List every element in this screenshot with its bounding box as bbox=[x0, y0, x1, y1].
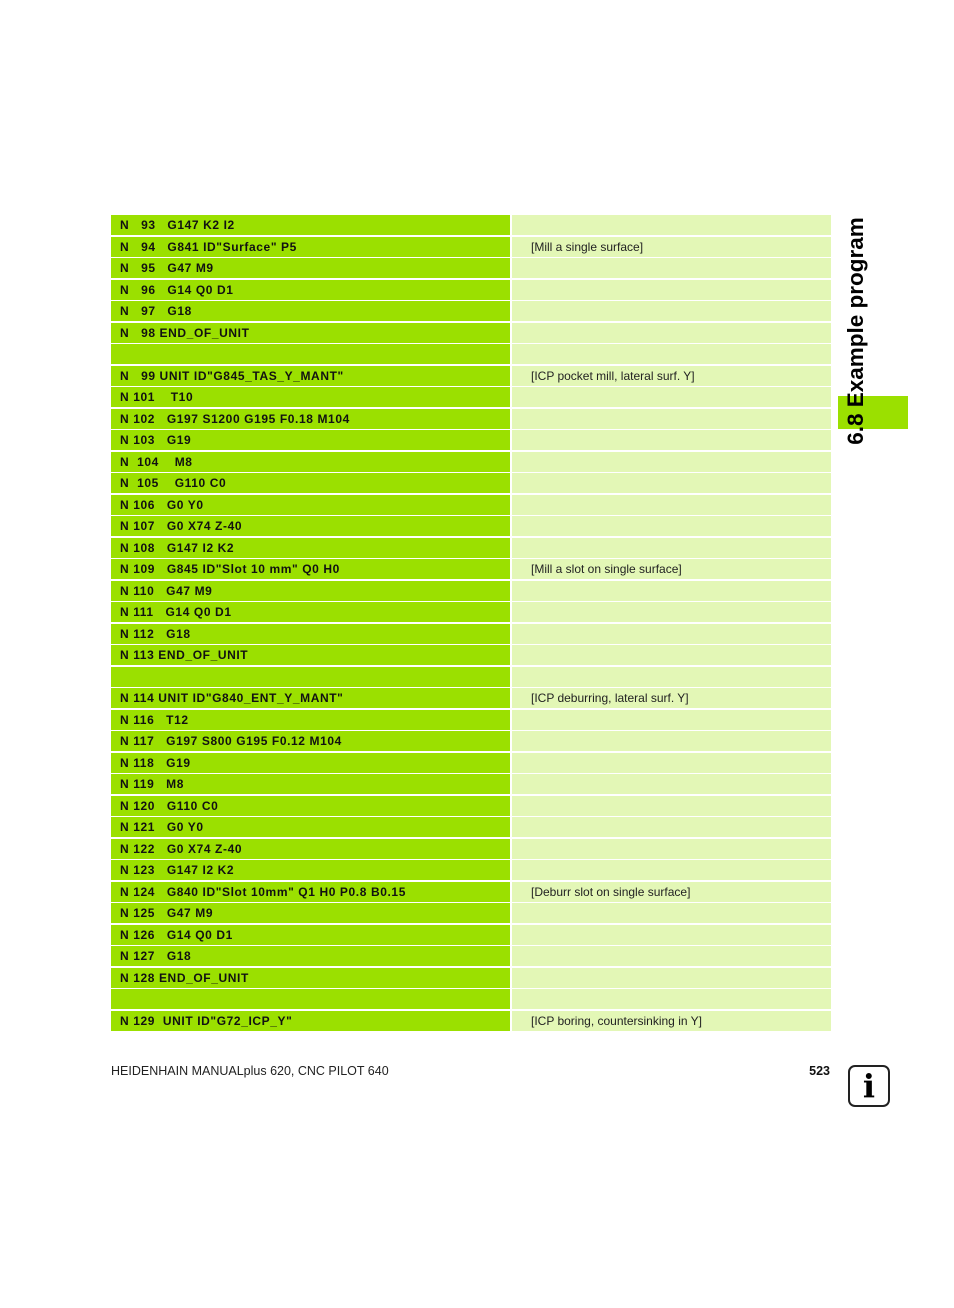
program-row bbox=[111, 839, 831, 861]
comment-cell bbox=[512, 860, 831, 880]
nc-code-cell bbox=[111, 989, 510, 1009]
program-row bbox=[111, 323, 831, 345]
nc-code-cell: N 119 M8 bbox=[111, 774, 510, 794]
nc-code-cell: N 129 UNIT ID"G72_ICP_Y" bbox=[111, 1011, 510, 1031]
comment-cell bbox=[512, 710, 831, 730]
comment-cell bbox=[512, 215, 831, 235]
program-row bbox=[111, 602, 831, 624]
program-row bbox=[111, 731, 831, 753]
program-row bbox=[111, 581, 831, 603]
program-row bbox=[111, 1011, 831, 1033]
nc-code-cell: N 120 G110 C0 bbox=[111, 796, 510, 816]
comment-cell bbox=[512, 667, 831, 687]
program-row bbox=[111, 624, 831, 646]
nc-code-cell: N 108 G147 I2 K2 bbox=[111, 538, 510, 558]
nc-code-cell: N 102 G197 S1200 G195 F0.18 M104 bbox=[111, 409, 510, 429]
nc-code-cell: N 113 END_OF_UNIT bbox=[111, 645, 510, 665]
comment-cell: [ICP boring, countersinking in Y] bbox=[512, 1011, 831, 1031]
comment-cell bbox=[512, 946, 831, 966]
program-row bbox=[111, 280, 831, 302]
comment-cell: [Mill a slot on single surface] bbox=[512, 559, 831, 579]
chapter-title bbox=[838, 213, 874, 449]
program-row bbox=[111, 387, 831, 409]
nc-code-cell: N 106 G0 Y0 bbox=[111, 495, 510, 515]
nc-code-cell: N 103 G19 bbox=[111, 430, 510, 450]
nc-code-cell: N 110 G47 M9 bbox=[111, 581, 510, 601]
comment-cell bbox=[512, 452, 831, 472]
nc-code-cell: N 98 END_OF_UNIT bbox=[111, 323, 510, 343]
page-number: 523 bbox=[809, 1064, 830, 1078]
comment-cell: [Deburr slot on single surface] bbox=[512, 882, 831, 902]
nc-code-cell: N 121 G0 Y0 bbox=[111, 817, 510, 837]
comment-cell bbox=[512, 581, 831, 601]
comment-cell bbox=[512, 258, 831, 278]
comment-cell bbox=[512, 989, 831, 1009]
comment-cell bbox=[512, 645, 831, 665]
program-row bbox=[111, 753, 831, 775]
nc-code-cell: N 126 G14 Q0 D1 bbox=[111, 925, 510, 945]
nc-code-cell: N 95 G47 M9 bbox=[111, 258, 510, 278]
comment-cell bbox=[512, 409, 831, 429]
comment-cell bbox=[512, 839, 831, 859]
program-row bbox=[111, 409, 831, 431]
nc-code-cell: N 127 G18 bbox=[111, 946, 510, 966]
program-row bbox=[111, 237, 831, 259]
comment-cell bbox=[512, 430, 831, 450]
comment-cell bbox=[512, 903, 831, 923]
comment-cell: [ICP deburring, lateral surf. Y] bbox=[512, 688, 831, 708]
nc-code-cell: N 125 G47 M9 bbox=[111, 903, 510, 923]
comment-cell bbox=[512, 925, 831, 945]
program-row bbox=[111, 559, 831, 581]
nc-code-cell: N 93 G147 K2 I2 bbox=[111, 215, 510, 235]
program-row bbox=[111, 817, 831, 839]
program-row bbox=[111, 688, 831, 710]
footer-title: HEIDENHAIN MANUALplus 620, CNC PILOT 640 bbox=[111, 1064, 389, 1078]
nc-code-cell: N 111 G14 Q0 D1 bbox=[111, 602, 510, 622]
program-row bbox=[111, 667, 831, 689]
nc-code-cell: N 128 END_OF_UNIT bbox=[111, 968, 510, 988]
program-row bbox=[111, 882, 831, 904]
program-row bbox=[111, 645, 831, 667]
nc-code-cell: N 94 G841 ID"Surface" P5 bbox=[111, 237, 510, 257]
chapter-title-text: 6.8 Example program bbox=[843, 217, 868, 445]
nc-code-cell: N 101 T10 bbox=[111, 387, 510, 407]
nc-code-cell: N 107 G0 X74 Z-40 bbox=[111, 516, 510, 536]
program-row bbox=[111, 774, 831, 796]
program-row bbox=[111, 258, 831, 280]
program-row bbox=[111, 968, 831, 990]
program-row bbox=[111, 946, 831, 968]
nc-code-cell: N 99 UNIT ID"G845_TAS_Y_MANT" bbox=[111, 366, 510, 386]
program-row bbox=[111, 473, 831, 495]
program-row bbox=[111, 710, 831, 732]
nc-code-cell: N 104 M8 bbox=[111, 452, 510, 472]
comment-cell bbox=[512, 473, 831, 493]
program-row bbox=[111, 860, 831, 882]
comment-cell: [Mill a single surface] bbox=[512, 237, 831, 257]
comment-cell bbox=[512, 516, 831, 536]
nc-code-cell: N 117 G197 S800 G195 F0.12 M104 bbox=[111, 731, 510, 751]
nc-code-cell: N 124 G840 ID"Slot 10mm" Q1 H0 P0.8 B0.15 bbox=[111, 882, 510, 902]
comment-cell bbox=[512, 323, 831, 343]
nc-code-cell: N 97 G18 bbox=[111, 301, 510, 321]
comment-cell bbox=[512, 624, 831, 644]
program-table bbox=[111, 215, 831, 1032]
nc-code-cell: N 118 G19 bbox=[111, 753, 510, 773]
comment-cell bbox=[512, 774, 831, 794]
nc-code-cell: N 112 G18 bbox=[111, 624, 510, 644]
comment-cell: [ICP pocket mill, lateral surf. Y] bbox=[512, 366, 831, 386]
nc-code-cell: N 116 T12 bbox=[111, 710, 510, 730]
nc-code-cell bbox=[111, 344, 510, 364]
program-row bbox=[111, 903, 831, 925]
comment-cell bbox=[512, 817, 831, 837]
comment-cell bbox=[512, 753, 831, 773]
program-row bbox=[111, 989, 831, 1011]
comment-cell bbox=[512, 538, 831, 558]
program-row bbox=[111, 344, 831, 366]
comment-cell bbox=[512, 602, 831, 622]
comment-cell bbox=[512, 344, 831, 364]
program-row bbox=[111, 796, 831, 818]
program-row bbox=[111, 430, 831, 452]
program-row bbox=[111, 495, 831, 517]
nc-code-cell: N 109 G845 ID"Slot 10 mm" Q0 H0 bbox=[111, 559, 510, 579]
program-row bbox=[111, 366, 831, 388]
program-row bbox=[111, 215, 831, 237]
program-row bbox=[111, 538, 831, 560]
comment-cell bbox=[512, 495, 831, 515]
comment-cell bbox=[512, 280, 831, 300]
nc-code-cell: N 122 G0 X74 Z-40 bbox=[111, 839, 510, 859]
nc-code-cell: N 123 G147 I2 K2 bbox=[111, 860, 510, 880]
nc-code-cell: N 114 UNIT ID"G840_ENT_Y_MANT" bbox=[111, 688, 510, 708]
nc-code-cell: N 96 G14 Q0 D1 bbox=[111, 280, 510, 300]
comment-cell bbox=[512, 301, 831, 321]
nc-code-cell bbox=[111, 667, 510, 687]
comment-cell bbox=[512, 796, 831, 816]
program-row bbox=[111, 516, 831, 538]
program-row bbox=[111, 925, 831, 947]
comment-cell bbox=[512, 968, 831, 988]
program-row bbox=[111, 452, 831, 474]
program-row bbox=[111, 301, 831, 323]
comment-cell bbox=[512, 387, 831, 407]
comment-cell bbox=[512, 731, 831, 751]
info-icon[interactable]: i bbox=[848, 1065, 890, 1107]
nc-code-cell: N 105 G110 C0 bbox=[111, 473, 510, 493]
